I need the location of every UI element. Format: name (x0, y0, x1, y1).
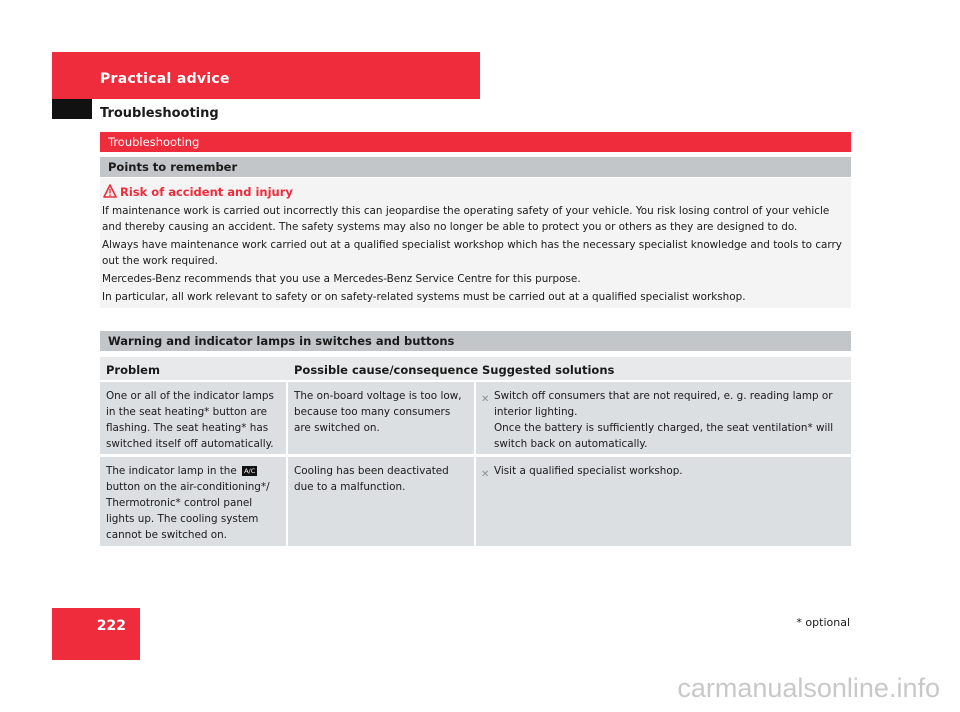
page-number: 222 (96, 618, 126, 634)
column-header-problem: Problem (106, 363, 160, 377)
chapter-marker (52, 99, 92, 119)
ac-button-icon: A/C (244, 467, 256, 475)
footnote: * optional (796, 616, 850, 629)
problem-text: The indicator lamp in the (106, 465, 237, 477)
lamps-heading: Warning and indicator lamps in switches and buttons (108, 334, 455, 348)
solution-cell (476, 457, 851, 546)
arrow-bullet-icon: ✕ (481, 394, 490, 405)
column-header-solution: Suggested solutions (482, 363, 615, 377)
table-header (100, 357, 851, 380)
chapter-tab (52, 52, 480, 99)
cause-cell: Cooling has been deactivated due to a malfunction. (288, 457, 474, 546)
warning-triangle-icon (103, 184, 117, 198)
cause-cell: The on-board voltage is too low, because too many consumers are switched on. (288, 382, 474, 454)
warning-paragraph: In particular, all work relevant to safety or on safety-related systems must be carried out at a qualified specialist workshop. (102, 291, 746, 303)
points-heading: Points to remember (108, 160, 238, 174)
warning-paragraph: Mercedes-Benz recommends that you use a Mercedes-Benz Service Centre for this purpose. (102, 273, 581, 285)
solution-text: Switch off consumers that are not required, e. g. reading lamp or interior lighting. (494, 390, 833, 418)
page-subtitle: Troubleshooting (100, 106, 219, 121)
column-header-cause: Possible cause/consequence (294, 363, 479, 377)
lamps-header (100, 331, 851, 351)
watermark: carmanualsonline.info (677, 673, 940, 703)
problem-text: button on the air-conditioning*/ Thermotronic* control panel lights up. The cooling system cannot be switched on. (106, 481, 270, 541)
solution-cell (476, 382, 851, 454)
page-number-box (52, 608, 140, 660)
section-title: Troubleshooting (108, 135, 200, 149)
warning-box (100, 178, 851, 308)
table-row (100, 457, 851, 546)
problem-cell (100, 457, 286, 546)
solution-text: Visit a qualified specialist workshop. (494, 465, 683, 477)
table-row (100, 382, 851, 454)
solution-text: Once the battery is sufficiently charged, the seat ventilation* will switch back on automatically. (494, 422, 834, 450)
warning-paragraph: If maintenance work is carried out incorrectly this can jeopardise the operating safety of your vehicle. You risk losing control of your vehicle and thereby causing an accident. The safety systems may also no longer be able to protect you or others as they are designed to do. (102, 205, 830, 233)
warning-text (102, 203, 852, 307)
arrow-bullet-icon: ✕ (481, 469, 490, 480)
chapter-title: Practical advice (100, 71, 230, 87)
points-header (100, 157, 851, 177)
problem-cell: One or all of the indicator lamps in the seat heating* button are flashing. The seat heating* has switched itself off automatically. (100, 382, 286, 454)
warning-paragraph: Always have maintenance work carried out at a qualified specialist workshop which has the necessary specialist knowledge and tools to carry out the work required. (102, 239, 842, 267)
section-bar (100, 132, 851, 152)
warning-title: Risk of accident and injury (120, 185, 293, 199)
